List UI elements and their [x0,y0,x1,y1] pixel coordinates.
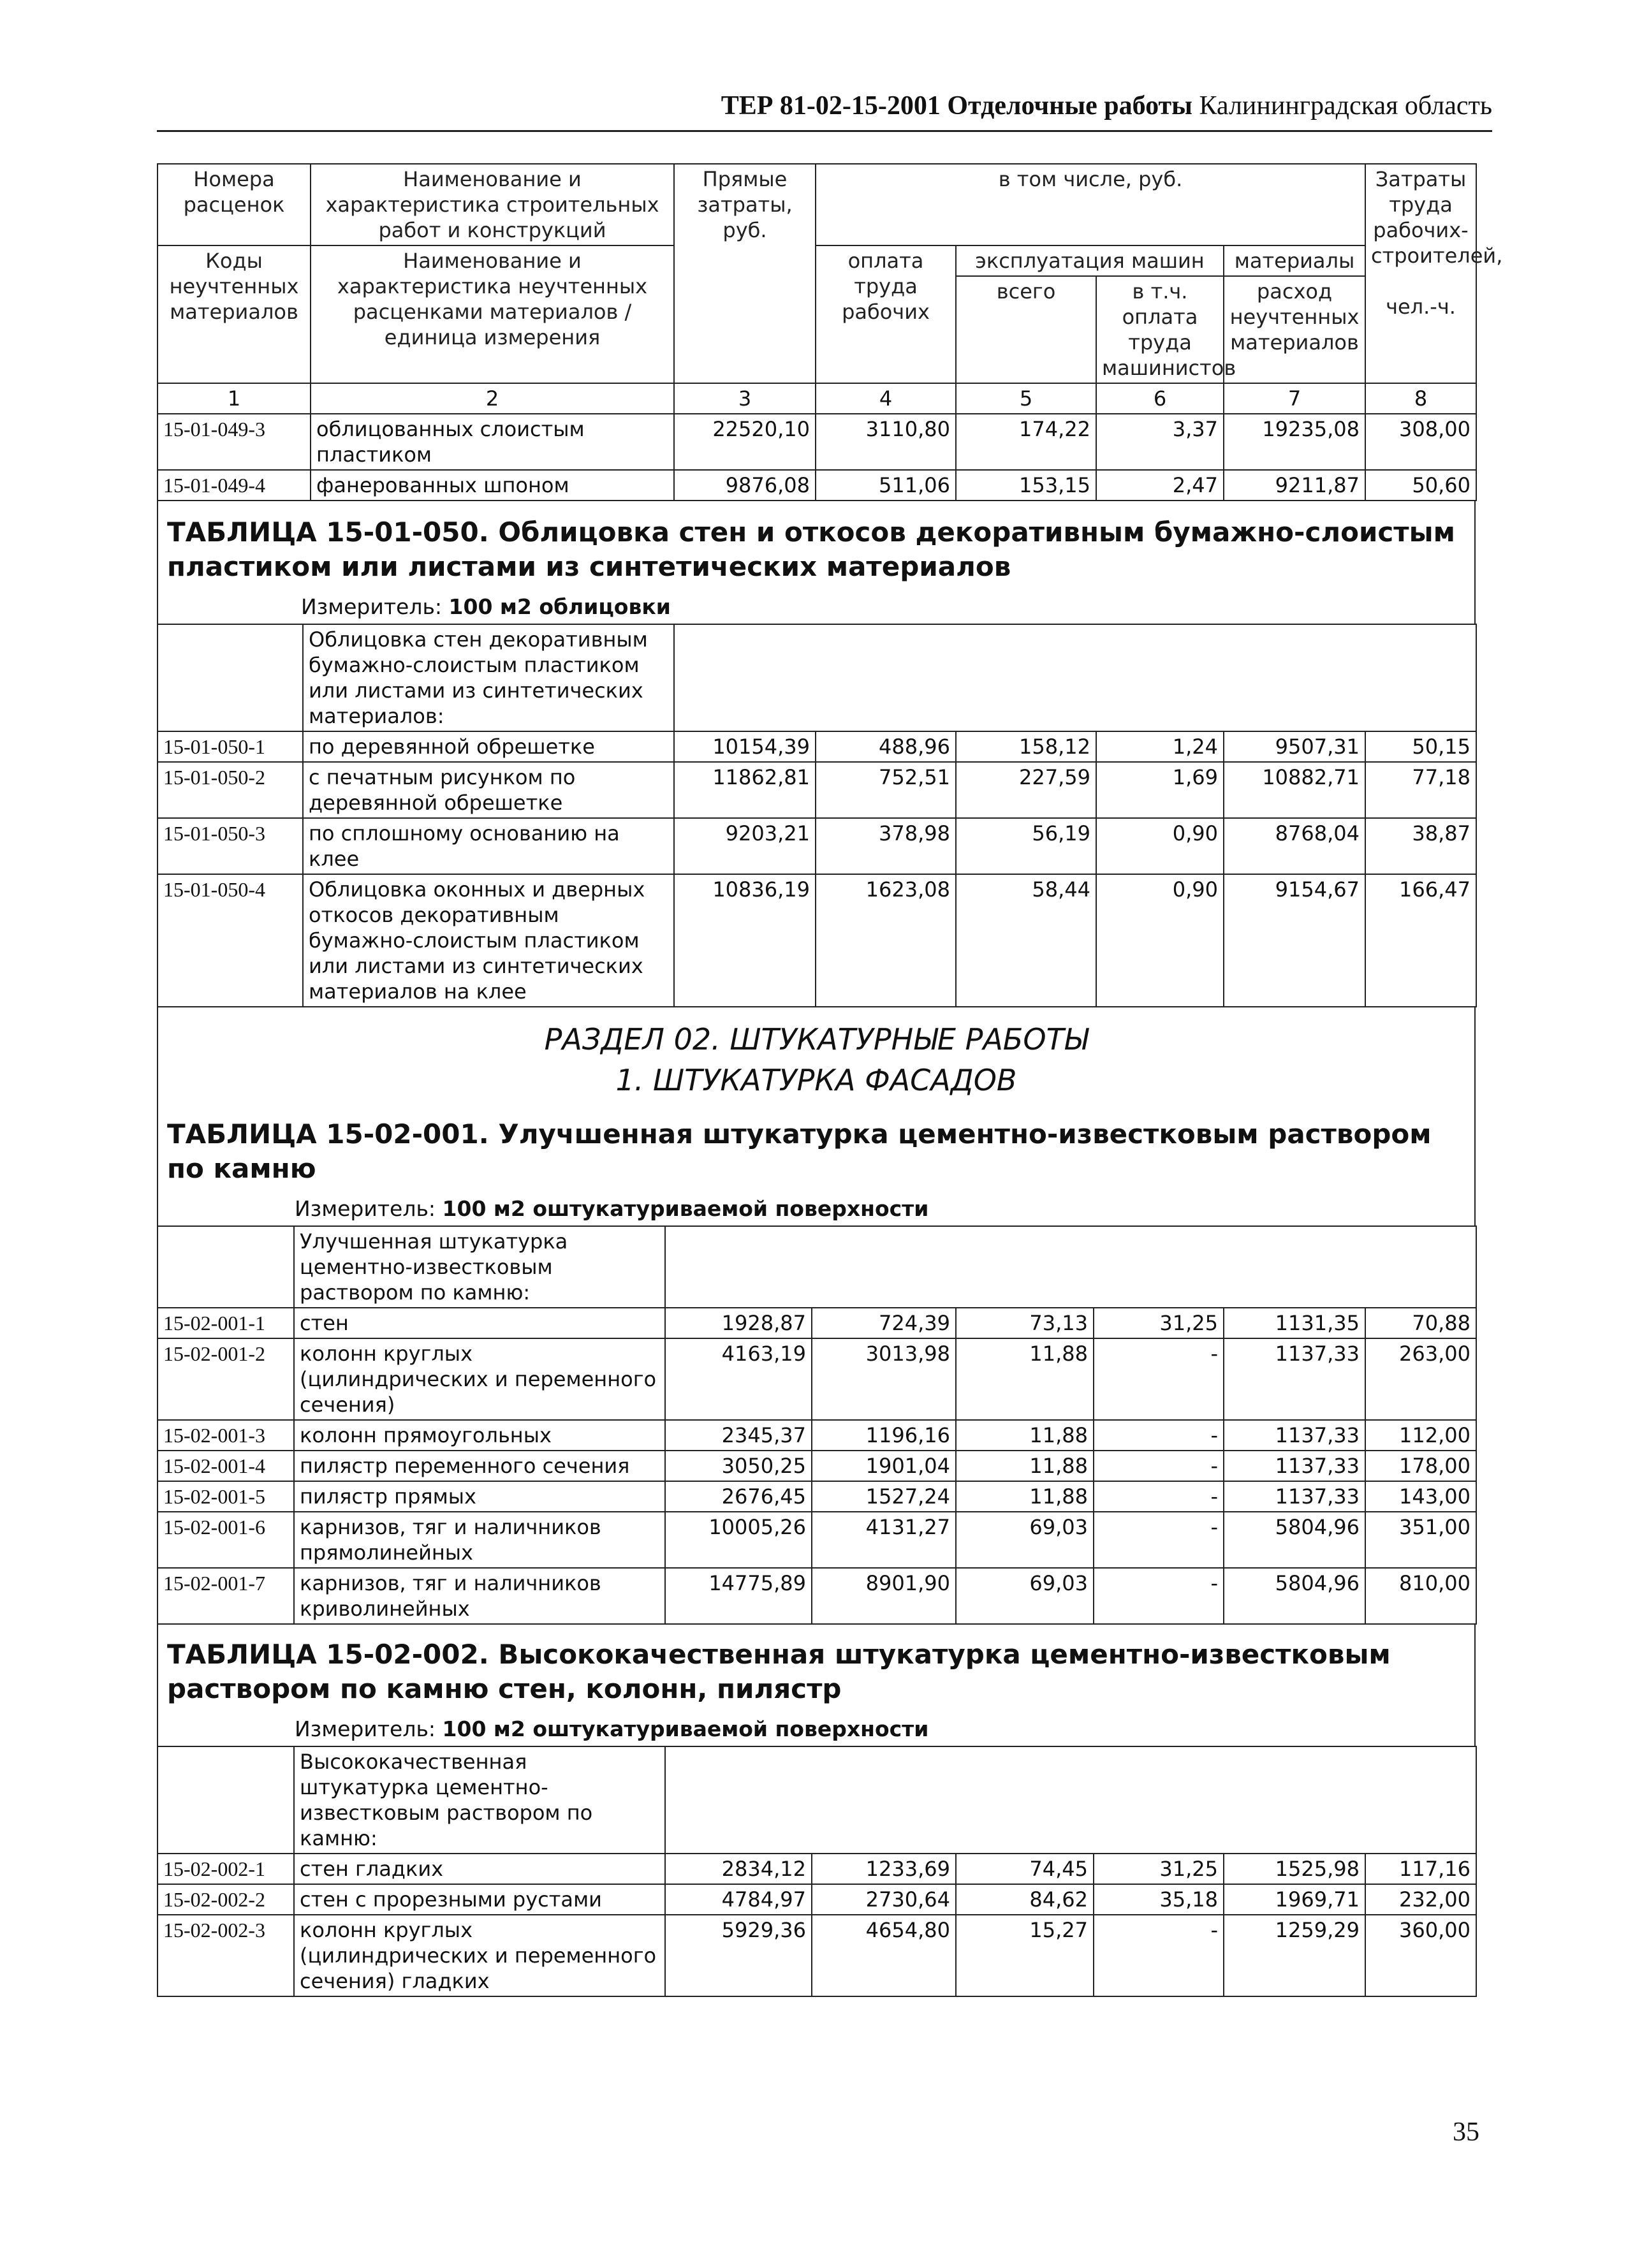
machinists-pay-cell: 35,18 [1094,1884,1224,1915]
rate-code-cell: 15-02-002-2 [158,1884,294,1915]
work-name-cell: пилястр прямых [294,1481,665,1512]
table-caption: Высококачественная штукатурка цементно-известковым раствором по камню стен, колонн, пилястр [167,1639,1391,1704]
measure-line [167,1715,1468,1743]
materials-cell: 5804,96 [1224,1568,1365,1624]
direct-costs-cell: 22520,10 [674,414,816,470]
table-15-02-002 [157,1746,1477,1997]
direct-costs-cell: 2676,45 [665,1481,812,1512]
machines-total-cell: 11,88 [956,1338,1094,1420]
machinists-pay-cell: - [1094,1568,1224,1624]
machines-total-cell: 58,44 [956,874,1096,1007]
labor-pay-cell: 378,98 [816,818,956,874]
machines-total-cell: 69,03 [956,1568,1094,1624]
column-number-row [158,383,1476,414]
work-name-cell: колонн прямоугольных [294,1420,665,1451]
group-row [158,624,1476,731]
machines-total-cell: 11,88 [956,1481,1094,1512]
rate-code-cell: 15-01-050-1 [158,731,303,762]
machinists-pay-cell: 31,25 [1094,1854,1224,1884]
direct-costs-cell: 5929,36 [665,1915,812,1996]
materials-cell: 1137,33 [1224,1338,1365,1420]
running-header [157,91,1492,121]
table-15-02-001-heading [157,1104,1476,1225]
machinists-pay-cell: - [1094,1915,1224,1996]
section-heading [157,1007,1476,1104]
materials-cell: 1137,33 [1224,1481,1365,1512]
table-row [158,1420,1476,1451]
table-row [158,1915,1476,1996]
labor-costs-unit: чел.-ч. [1386,295,1456,319]
rates-table-frame [157,163,1503,1997]
table-row [158,414,1476,470]
rate-code-cell: 15-01-050-3 [158,818,303,874]
col-header-rate-number: Номера расценок [158,164,311,245]
table-title [167,1117,1468,1186]
table-row [158,874,1476,1007]
materials-cell: 9154,67 [1224,874,1365,1007]
direct-costs-cell: 10005,26 [665,1512,812,1568]
table-row [158,762,1476,818]
labor-costs-label: Затраты труда рабочих-строителей, [1371,167,1503,268]
materials-cell: 1259,29 [1224,1915,1365,1996]
group-row [158,1746,1476,1854]
work-name-cell: стен с прорезными рустами [294,1884,665,1915]
header-rule [157,130,1492,132]
machinists-pay-cell: - [1094,1420,1224,1451]
table-15-02-001 [157,1225,1477,1625]
rate-code-cell: 15-01-049-4 [158,470,311,501]
direct-costs-cell: 2345,37 [665,1420,812,1451]
work-name-cell: колонн круглых (цилиндрических и переменного сечения) гладких [294,1915,665,1996]
direct-costs-cell: 1928,87 [665,1308,812,1338]
group-row [158,1226,1476,1308]
labor-costs-cell: 263,00 [1365,1338,1476,1420]
labor-costs-cell: 810,00 [1365,1568,1476,1624]
labor-costs-cell: 50,15 [1365,731,1476,762]
work-name-cell: пилястр переменного сечения [294,1451,665,1481]
direct-costs-cell: 4784,97 [665,1884,812,1915]
labor-costs-cell: 38,87 [1365,818,1476,874]
rate-code-cell: 15-02-001-3 [158,1420,294,1451]
machinists-pay-cell: - [1094,1481,1224,1512]
labor-costs-cell: 308,00 [1365,414,1476,470]
direct-costs-cell: 9876,08 [674,470,816,501]
col-number: 6 [1096,383,1224,414]
work-name-cell: с печатным рисунком по деревянной обрешетке [303,762,674,818]
machines-total-cell: 74,45 [956,1854,1094,1884]
group-description: Облицовка стен декоративным бумажно-слоистым пластиком или листами из синтетических материалов: [303,624,674,731]
work-name-cell: облицованных слоистым пластиком [311,414,674,470]
machines-total-cell: 84,62 [956,1884,1094,1915]
measure-line [167,1195,1468,1223]
table-row [158,1854,1476,1884]
machinists-pay-cell: 0,90 [1096,818,1224,874]
table-row [158,818,1476,874]
section-title: РАЗДЕЛ 02. ШТУКАТУРНЫЕ РАБОТЫ [544,1022,1089,1057]
col-number: 8 [1365,383,1476,414]
measure-label: Измеритель: [295,1196,436,1221]
table-15-02-002-heading [157,1625,1476,1746]
measure-value: 100 м2 облицовки [448,594,671,619]
materials-cell: 5804,96 [1224,1512,1365,1568]
materials-cell: 10882,71 [1224,762,1365,818]
table-row [158,1338,1476,1420]
direct-costs-cell: 3050,25 [665,1451,812,1481]
col-header-materials: материалы [1224,245,1365,276]
machinists-pay-cell: 1,69 [1096,762,1224,818]
machines-total-cell: 11,88 [956,1451,1094,1481]
labor-costs-cell: 143,00 [1365,1481,1476,1512]
rate-code-cell: 15-01-050-4 [158,874,303,1007]
rate-code-cell: 15-02-002-1 [158,1854,294,1884]
machinists-pay-cell: 1,24 [1096,731,1224,762]
col-header-material-names: Наименование и характеристика неучтенных расценками материалов / единица измерения [311,245,674,383]
measure-label: Измеритель: [301,594,443,619]
labor-pay-cell: 3013,98 [812,1338,956,1420]
rate-code-cell: 15-01-049-3 [158,414,311,470]
table-row [158,731,1476,762]
labor-costs-cell: 77,18 [1365,762,1476,818]
col-number: 4 [816,383,956,414]
col-number: 5 [956,383,1096,414]
table-title [167,515,1468,584]
col-header-labor-costs [1365,164,1503,383]
work-name-cell: Облицовка оконных и дверных откосов декоративным бумажно-слоистым пластиком или листами из синтетических материалов на клее [303,874,674,1007]
table-15-01-050 [157,624,1477,1007]
labor-pay-cell: 488,96 [816,731,956,762]
col-header-machines-total: всего [956,276,1096,383]
machinists-pay-cell: - [1094,1451,1224,1481]
table-15-02-002-body [158,1854,1476,1996]
page-number: 35 [1453,2118,1479,2147]
work-name-cell: стен гладких [294,1854,665,1884]
labor-pay-cell: 4131,27 [812,1512,956,1568]
labor-pay-cell: 3110,80 [816,414,956,470]
rate-code-cell: 15-02-001-2 [158,1338,294,1420]
table-row [158,1884,1476,1915]
materials-cell: 19235,08 [1224,414,1365,470]
labor-pay-cell: 1901,04 [812,1451,956,1481]
rates-table-top [157,163,1503,501]
work-name-cell: стен [294,1308,665,1338]
machinists-pay-cell: 3,37 [1096,414,1224,470]
header-code: ТЕР 81-02-15-2001 [721,91,941,121]
machines-total-cell: 11,88 [956,1420,1094,1451]
labor-pay-cell: 752,51 [816,762,956,818]
labor-costs-cell: 112,00 [1365,1420,1476,1451]
table-row [158,1308,1476,1338]
machines-total-cell: 174,22 [956,414,1096,470]
direct-costs-cell: 9203,21 [674,818,816,874]
machinists-pay-cell: 2,47 [1096,470,1224,501]
materials-cell: 1525,98 [1224,1854,1365,1884]
col-header-machinists-pay: в т.ч. оплата труда машинистов [1096,276,1224,383]
work-name-cell: по сплошному основанию на клее [303,818,674,874]
measure-value: 100 м2 оштукатуриваемой поверхности [442,1196,929,1221]
header-title: Отделочные работы [947,91,1192,121]
direct-costs-cell: 14775,89 [665,1568,812,1624]
machinists-pay-cell: - [1094,1512,1224,1568]
direct-costs-cell: 11862,81 [674,762,816,818]
rate-code-cell: 15-02-001-7 [158,1568,294,1624]
rate-code-cell: 15-02-001-6 [158,1512,294,1568]
section-subtitle: 1. ШТУКАТУРКА ФАСАДОВ [615,1063,1017,1097]
table-label: ТАБЛИЦА 15-02-002. [167,1639,489,1670]
work-name-cell: по деревянной обрешетке [303,731,674,762]
materials-cell: 1137,33 [1224,1451,1365,1481]
col-number: 2 [311,383,674,414]
col-number: 3 [674,383,816,414]
labor-pay-cell: 511,06 [816,470,956,501]
work-name-cell: карнизов, тяг и наличников прямолинейных [294,1512,665,1568]
labor-pay-cell: 1196,16 [812,1420,956,1451]
rate-code-cell: 15-02-001-4 [158,1451,294,1481]
labor-pay-cell: 4654,80 [812,1915,956,1996]
table-15-02-001-body [158,1308,1476,1624]
header-region: Калининградская область [1199,91,1492,121]
materials-cell: 1969,71 [1224,1884,1365,1915]
materials-cell: 1131,35 [1224,1308,1365,1338]
machinists-pay-cell: 0,90 [1096,874,1224,1007]
machinists-pay-cell: 31,25 [1094,1308,1224,1338]
col-header-work-name: Наименование и характеристика строительных работ и конструкций [311,164,674,245]
col-header-material-codes: Коды неучтенных материалов [158,245,311,383]
machines-total-cell: 69,03 [956,1512,1094,1568]
table-row [158,470,1476,501]
labor-pay-cell: 1527,24 [812,1481,956,1512]
machines-total-cell: 153,15 [956,470,1096,501]
labor-costs-cell: 351,00 [1365,1512,1476,1568]
table-title [167,1637,1468,1706]
labor-pay-cell: 2730,64 [812,1884,956,1915]
col-header-direct-costs: Прямые затраты, руб. [674,164,816,383]
table-caption: Облицовка стен и откосов декоративным бумажно-слоистым пластиком или листами из синтетических материалов [167,516,1455,582]
table-label: ТАБЛИЦА 15-01-050. [167,516,489,548]
materials-cell: 9211,87 [1224,470,1365,501]
rate-code-cell: 15-01-050-2 [158,762,303,818]
direct-costs-cell: 4163,19 [665,1338,812,1420]
labor-costs-cell: 166,47 [1365,874,1476,1007]
materials-cell: 9507,31 [1224,731,1365,762]
rate-code-cell: 15-02-001-1 [158,1308,294,1338]
col-number: 1 [158,383,311,414]
col-header-material-consumption: расход неучтенных материалов [1224,276,1365,383]
col-number: 7 [1224,383,1365,414]
measure-value: 100 м2 оштукатуриваемой поверхности [442,1716,929,1741]
table-label: ТАБЛИЦА 15-02-001. [167,1118,489,1150]
labor-costs-cell: 360,00 [1365,1915,1476,1996]
table-15-01-050-body [158,731,1476,1007]
table-15-01-050-heading [157,501,1476,624]
col-header-including: в том числе, руб. [816,164,1365,245]
direct-costs-cell: 10154,39 [674,731,816,762]
table-row [158,1451,1476,1481]
machines-total-cell: 158,12 [956,731,1096,762]
machines-total-cell: 56,19 [956,818,1096,874]
group-description: Высококачественная штукатурка цементно-известковым раствором по камню: [294,1746,665,1854]
table-row [158,1568,1476,1624]
labor-costs-cell: 50,60 [1365,470,1476,501]
table-row [158,1481,1476,1512]
labor-costs-cell: 117,16 [1365,1854,1476,1884]
work-name-cell: карнизов, тяг и наличников криволинейных [294,1568,665,1624]
labor-costs-cell: 178,00 [1365,1451,1476,1481]
col-header-labor-pay: оплата труда рабочих [816,245,956,383]
table-caption: Улучшенная штукатурка цементно-известковым раствором по камню [167,1118,1432,1184]
col-header-machines: эксплуатация машин [956,245,1224,276]
labor-costs-cell: 70,88 [1365,1308,1476,1338]
labor-pay-cell: 1623,08 [816,874,956,1007]
work-name-cell: колонн круглых (цилиндрических и переменного сечения) [294,1338,665,1420]
machines-total-cell: 15,27 [956,1915,1094,1996]
table-15-01-049-body [158,414,1476,501]
materials-cell: 8768,04 [1224,818,1365,874]
machines-total-cell: 73,13 [956,1308,1094,1338]
labor-costs-cell: 232,00 [1365,1884,1476,1915]
rate-code-cell: 15-02-001-5 [158,1481,294,1512]
rate-code-cell: 15-02-002-3 [158,1915,294,1996]
materials-cell: 1137,33 [1224,1420,1365,1451]
measure-label: Измеритель: [295,1716,436,1741]
direct-costs-cell: 10836,19 [674,874,816,1007]
machinists-pay-cell: - [1094,1338,1224,1420]
labor-pay-cell: 1233,69 [812,1854,956,1884]
direct-costs-cell: 2834,12 [665,1854,812,1884]
table-row [158,1512,1476,1568]
labor-pay-cell: 8901,90 [812,1568,956,1624]
machines-total-cell: 227,59 [956,762,1096,818]
work-name-cell: фанерованных шпоном [311,470,674,501]
measure-line [167,593,1468,621]
labor-pay-cell: 724,39 [812,1308,956,1338]
group-description: Улучшенная штукатурка цементно-известковым раствором по камню: [294,1226,665,1308]
